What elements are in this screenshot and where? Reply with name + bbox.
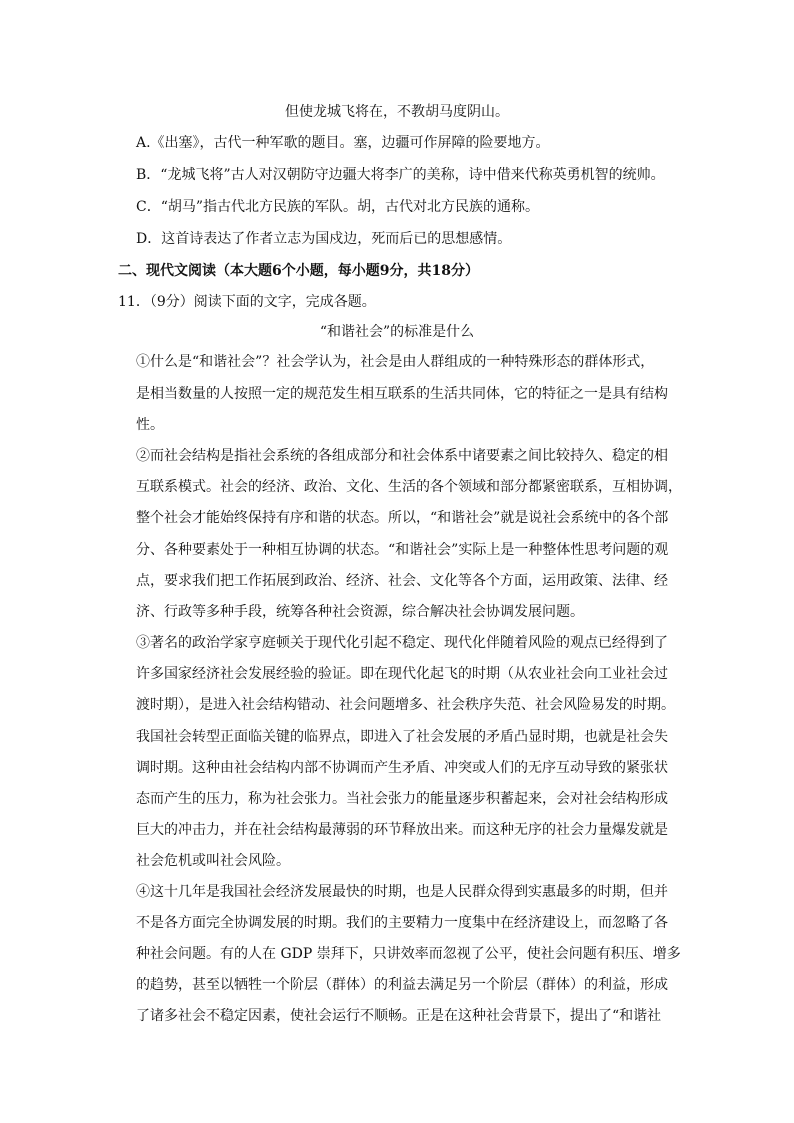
paragraph-line: 点，要求我们把工作拓展到政治、经济、社会、文化等各个方面，运用政策、法律、经 bbox=[136, 573, 668, 589]
article-title: “和谐社会”的标准是什么 bbox=[319, 324, 475, 340]
paragraph-line: 渡时期），是进入社会结构错动、社会问题增多、社会秩序失范、社会风险易发的时期。 bbox=[136, 697, 675, 713]
paragraph-line: 巨大的冲击力，并在社会结构最薄弱的环节释放出来。而这种无序的社会力量爆发就是 bbox=[136, 822, 668, 838]
paragraph-line: 态而产生的压力，称为社会张力。当社会张力的能量逐步积蓄起来，会对社会结构形成 bbox=[136, 791, 668, 807]
paragraph-line: 济、行政等多种手段，统筹各种社会资源，综合解决社会协调发展问题。 bbox=[136, 604, 584, 620]
option-c: C．“胡马”指古代北方民族的军队。胡，古代对北方民族的通称。 bbox=[136, 199, 540, 215]
paragraph-line: ③著名的政治学家亨庭顿关于现代化引起不稳定、现代化伴随着风险的观点已经得到了 bbox=[136, 635, 668, 651]
poem-line: 但使龙城飞将在，不教胡马度阴山。 bbox=[285, 104, 509, 120]
option-a: A.《出塞》，古代一种军歌的题目。塞，边疆可作屏障的险要地方。 bbox=[136, 135, 550, 151]
paragraph-line: 了诸多社会不稳定因素，使社会运行不顺畅。正是在这种社会背景下，提出了“和谐社 bbox=[136, 1008, 662, 1024]
paragraph-line: 不是各方面完全协调发展的时期。我们的主要精力一度集中在经济建设上，而忽略了各 bbox=[136, 915, 668, 931]
paragraph-line: 互联系模式。社会的经济、政治、文化、生活的各个领域和部分都紧密联系，互相协调， bbox=[136, 479, 682, 495]
question-prompt: 11．（9分）阅读下面的文字，完成各题。 bbox=[118, 294, 376, 310]
paragraph-line: 种社会问题。有的人在 GDP 崇拜下，只讲效率而忽视了公平，使社会问题有积压、增多 bbox=[136, 946, 681, 962]
paragraph-line: ④这十几年是我国社会经济发展最快的时期，也是人民群众得到实惠最多的时期，但并 bbox=[136, 884, 668, 900]
paragraph-line: 整个社会才能始终保持有序和谐的状态。所以，“和谐社会”就是说社会系统中的各个部 bbox=[136, 510, 669, 526]
paragraph-line: 分、各种要素处于一种相互协调的状态。“和谐社会”实际上是一种整体性思考问题的观 bbox=[136, 542, 669, 558]
paragraph-line: ①什么是“和谐社会”？社会学认为，社会是由人群组成的一种特殊形态的群体形式， bbox=[136, 354, 655, 370]
paragraph-line: 是相当数量的人按照一定的规范发生相互联系的生活共同体，它的特征之一是具有结构 bbox=[136, 386, 668, 402]
option-d: D．这首诗表达了作者立志为国戍边，死而后已的思想感情。 bbox=[136, 231, 512, 247]
paragraph-line: 调时期。这种由社会结构内部不协调而产生矛盾、冲突或人们的无序互动导致的紧张状 bbox=[136, 760, 668, 776]
paragraph-line: 社会危机或叫社会风险。 bbox=[136, 853, 290, 869]
paragraph-line: 性。 bbox=[136, 417, 164, 433]
paragraph-line: 许多国家经济社会发展经验的验证。即在现代化起飞的时期（从农业社会向工业社会过 bbox=[136, 666, 668, 682]
paragraph-line: 的趋势，甚至以牺牲一个阶层（群体）的利益去满足另一个阶层（群体）的利益，形成 bbox=[136, 977, 668, 993]
section-heading: 二、现代文阅读（本大题6个小题，每小题9分，共18分） bbox=[118, 263, 479, 279]
option-b: B．“龙城飞将”古人对汉朝防守边疆大将李广的美称，诗中借来代称英勇机智的统帅。 bbox=[136, 167, 665, 183]
paragraph-line: ②而社会结构是指社会系统的各组成部分和社会体系中诸要素之间比较持久、稳定的相 bbox=[136, 448, 668, 464]
paragraph-line: 我国社会转型正面临关键的临界点，即进入了社会发展的矛盾凸显时期，也就是社会失 bbox=[136, 729, 668, 745]
